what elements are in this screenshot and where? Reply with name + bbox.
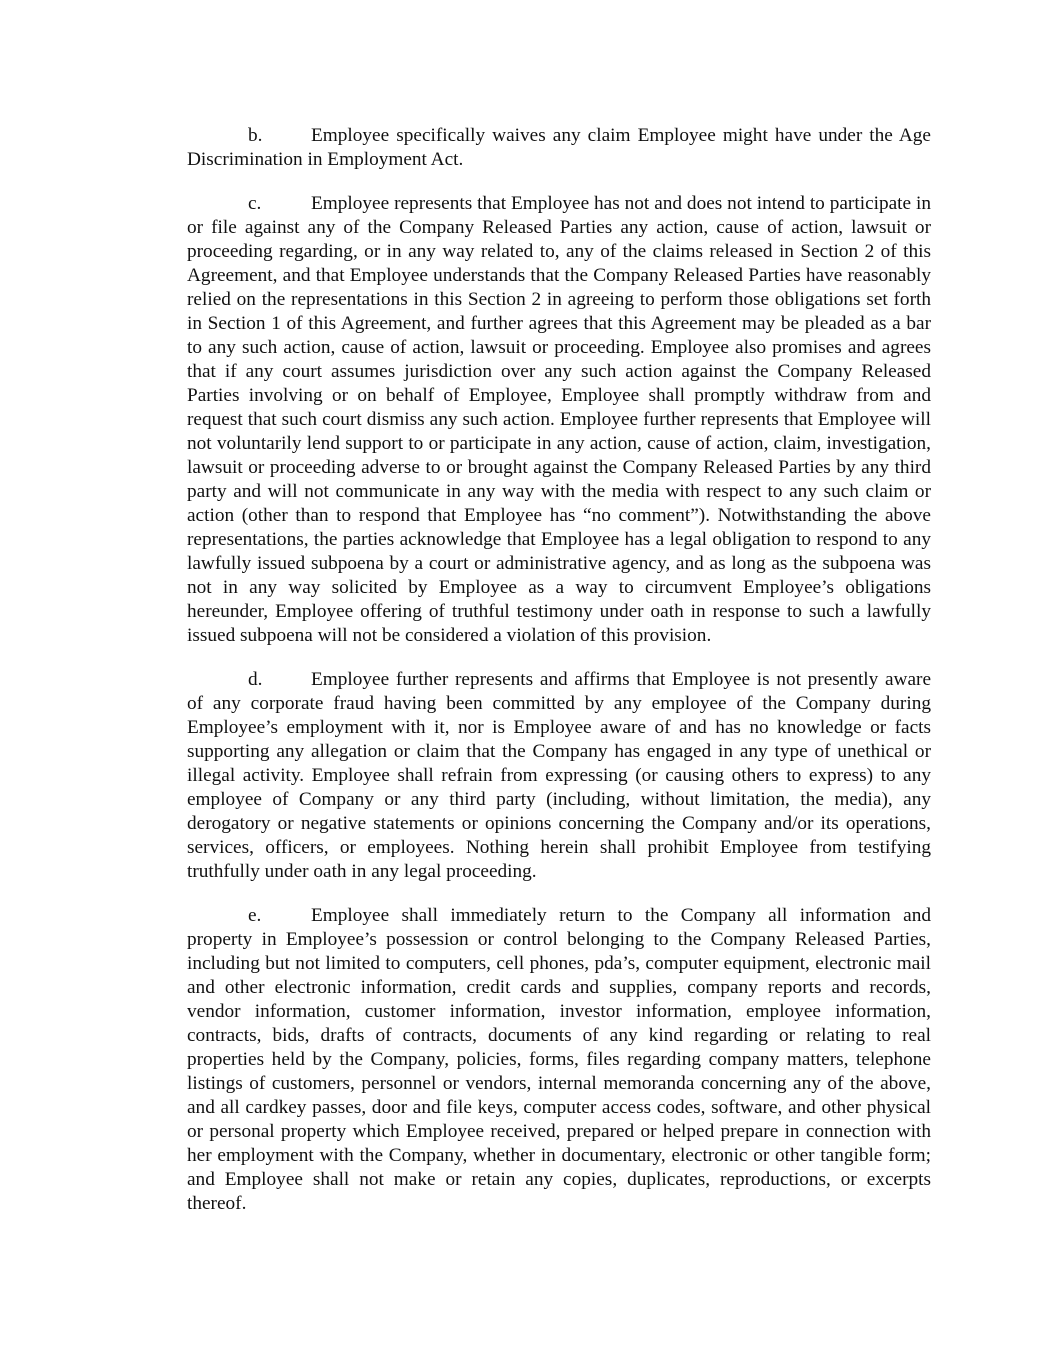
document-page [187, 124, 931, 1236]
paragraph-text: Employee specifically waives any claim Employee might have under the Age Discrimination in Employment Act. [187, 125, 931, 170]
paragraph-text: Employee represents that Employee has not and does not intend to participate in or file against any of the Company Released Parties any action, cause of action, lawsuit or proceeding regarding, or in any way related to, any of the claims released in Section 2 of this Agreement, and that Employee understands that the Company Released Parties have reasonably relied on the representations in this Section 2 in agreeing to perform those obligations set forth in Section 1 of this Agreement, and further agrees that this Agreement may be pleaded as a bar to any such action, cause of action, lawsuit or proceeding. Employee also promises and agrees that if any court assumes jurisdiction over any such action against the Company Released Parties involving or on behalf of Employee, Employee shall promptly withdraw from and request that such court dismiss any such action. Employee further represents that Employee will not voluntarily lend support to or participate in any action, cause of action, claim, investigation, lawsuit or proceeding adverse to or brought against the Company Released Parties by any third party and will not communicate in any way with the media with respect to any such claim or action (other than to respond that Employee has “no comment”). Notwithstanding the above representations, the parties acknowledge that Employee has a legal obligation to respond to any lawfully issued subpoena by a court or administrative agency, and as long as the subpoena was not in any way solicited by Employee as a way to circumvent Employee’s obligations hereunder, Employee offering of truthful testimony under oath in response to such a lawfully issued subpoena will not be considered a violation of this provision. [187, 193, 931, 646]
paragraph-c [187, 192, 931, 648]
paragraph-b [187, 124, 931, 172]
paragraph-e [187, 904, 931, 1216]
paragraph-text: Employee shall immediately return to the Company all information and property in Employee’s possession or control belonging to the Company Released Parties, including but not limited to computers, cell phones, pda’s, computer equipment, electronic mail and other electronic information, credit cards and supplies, company reports and records, vendor information, customer information, investor information, employee information, contracts, bids, drafts of contracts, documents of any kind regarding or relating to real properties held by the Company, policies, forms, files regarding company matters, telephone listings of customers, personnel or vendors, internal memoranda concerning any of the above, and all cardkey passes, door and file keys, computer access codes, software, and other physical or personal property which Employee received, prepared or helped prepare in connection with her employment with the Company, whether in documentary, electronic or other tangible form; and Employee shall not make or retain any copies, duplicates, reproductions, or excerpts thereof. [187, 905, 931, 1214]
paragraph-marker: c. [248, 193, 262, 214]
paragraph-text: Employee further represents and affirms that Employee is not presently aware of any corporate fraud having been committed by any employee of the Company during Employee’s employment with it, nor is Employee aware of and has no knowledge or facts supporting any allegation or claim that the Company has engaged in any type of unethical or illegal activity. Employee shall refrain from expressing (or causing others to express) to any employee of Company or any third party (including, without limitation, the media), any derogatory or negative statements or opinions concerning the Company and/or its operations, services, officers, or employees. Nothing herein shall prohibit Employee from testifying truthfully under oath in any legal proceeding. [187, 669, 931, 882]
paragraph-d [187, 668, 931, 884]
paragraph-marker: d. [248, 669, 263, 690]
paragraph-marker: e. [248, 905, 262, 926]
paragraph-marker: b. [248, 125, 263, 146]
